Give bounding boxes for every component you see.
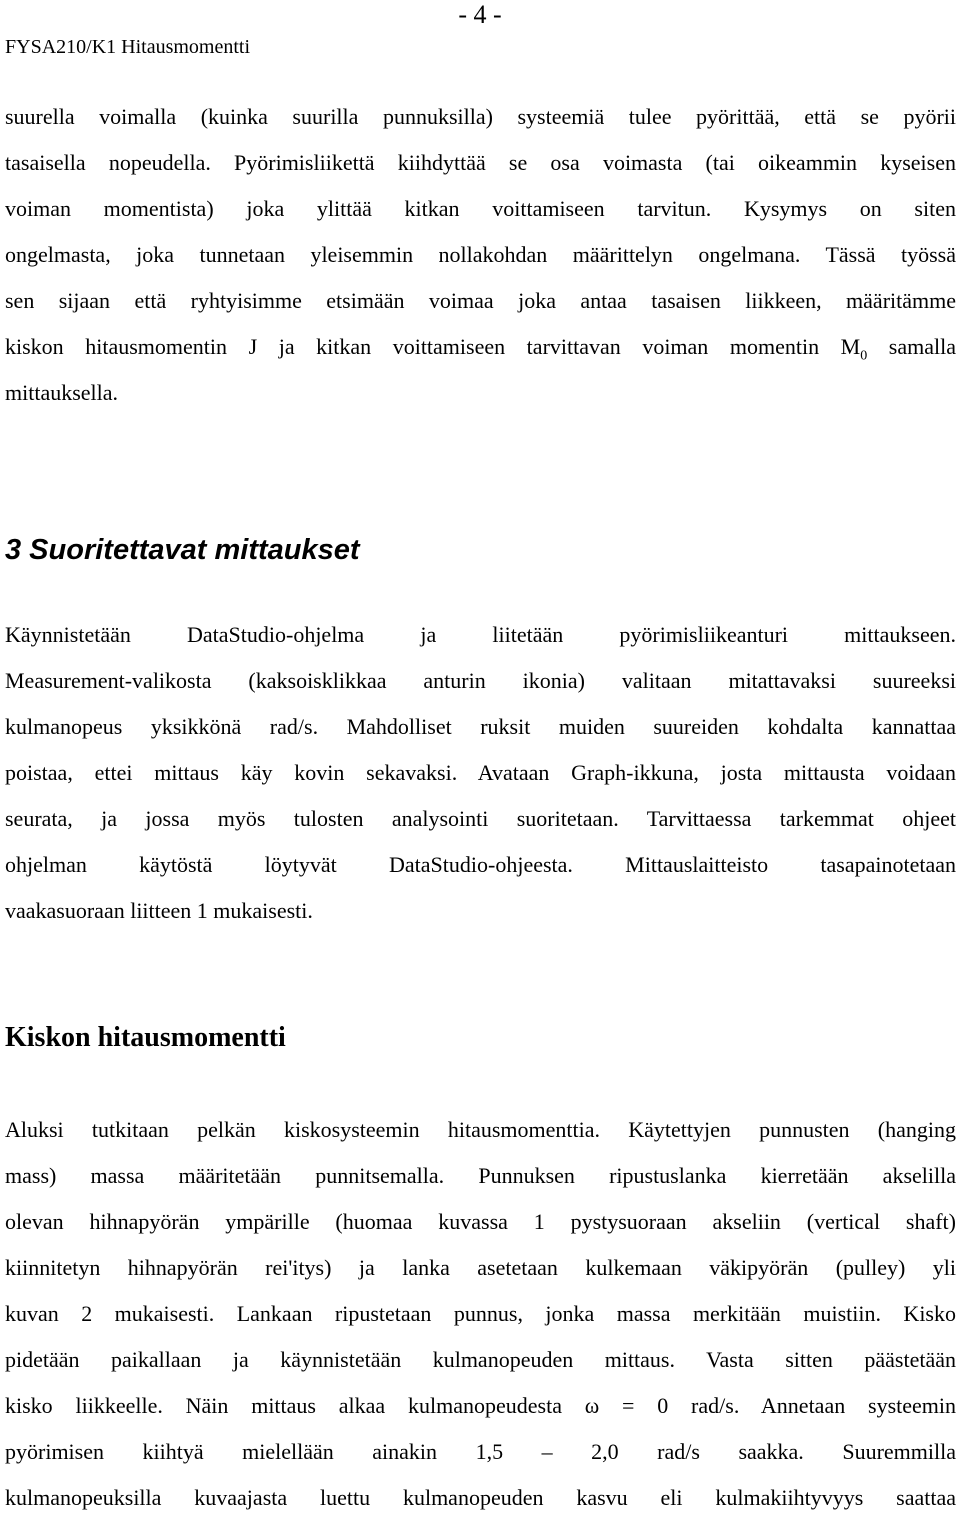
text-line: Measurement-valikosta (kaksoisklikkaa anturin ikonia) valitaan mitattavaksi suureeksi [5,668,956,693]
text-line: olevan hihnapyörän ympärille (huomaa kuvassa 1 pystysuoraan akseliin (vertical shaft) [5,1209,956,1234]
text-line: Aluksi tutkitaan pelkän kiskosysteemin hitausmomenttia. Käytettyjen punnusten (hanging [5,1117,956,1142]
text-line: ongelmasta, joka tunnetaan yleisemmin nollakohdan määrittelyn ongelmana. Tässä työssä [5,242,956,267]
section-heading: 3 Suoritettavat mittaukset [5,534,360,566]
text-run: samalla [867,334,956,359]
text-line: ohjelman käytöstä löytyvät DataStudio-ohjeesta. Mittauslaitteisto tasapainotetaan [5,852,956,877]
text-line: pidetään paikallaan ja käynnistetään kulmanopeuden mittaus. Vasta sitten päästetään [5,1347,956,1372]
paragraph-measurements [5,612,956,934]
text-line-with-subscript [5,324,956,370]
text-line: kiinnitetyn hihnapyörän rei'itys) ja lanka asetetaan kulkemaan väkipyörän (pulley) yli [5,1255,956,1280]
text-line: mittauksella. [5,380,119,405]
text-line: seurata, ja jossa myös tulosten analysointi suoritetaan. Tarvittaessa tarkemmat ohjeet [5,806,956,831]
text-line: suurella voimalla (kuinka suurilla punnuksilla) systeemiä tulee pyörittää, että se pyörii [5,104,956,129]
text-line: Käynnistetään DataStudio-ohjelma ja liitetään pyörimisliikeanturi mittaukseen. [5,622,956,647]
paragraph-rail-inertia [5,1107,956,1521]
document-header: FYSA210/K1 Hitausmomentti [5,36,251,58]
text-line: kisko liikkeelle. Näin mittaus alkaa kulmanopeudesta ω = 0 rad/s. Annetaan systeemin [5,1393,956,1418]
text-line: pyörimisen kiihtyä mielellään ainakin 1,5 – 2,0 rad/s saakka. Suuremmilla [5,1439,956,1464]
page-number: - 4 - [458,0,502,29]
text-line: kulmanopeuksilla kuvaajasta luettu kulmanopeuden kasvu eli kulmakiihtyvyys saattaa [5,1485,956,1510]
text-line: kulmanopeus yksikkönä rad/s. Mahdolliset ruksit muiden suureiden kohdalta kannattaa [5,714,956,739]
text-line: vaakasuoraan liitteen 1 mukaisesti. [5,898,313,923]
sub-heading: Kiskon hitausmomentti [5,1022,286,1053]
paragraph-intro [5,94,956,416]
text-line: poistaa, ettei mittaus käy kovin sekavaksi. Avataan Graph-ikkuna, josta mittausta voidaan [5,760,956,785]
text-line: mass) massa määritetään punnitsemalla. Punnuksen ripustuslanka kierretään akselilla [5,1163,956,1188]
text-line: kuvan 2 mukaisesti. Lankaan ripustetaan punnus, jonka massa merkitään muistiin. Kisko [5,1301,956,1326]
text-line: tasaisella nopeudella. Pyörimisliikettä kiihdyttää se osa voimasta (tai oikeammin kyseisen [5,150,956,175]
text-line: sen sijaan että ryhtyisimme etsimään voimaa joka antaa tasaisen liikkeen, määritämme [5,288,956,313]
text-line: voiman momentista) joka ylittää kitkan voittamiseen tarvitun. Kysymys on siten [5,196,956,221]
subscript: 0 [860,348,868,364]
text-run: kiskon hitausmomentin J ja kitkan voittamiseen tarvittavan voiman momentin M [5,334,861,359]
